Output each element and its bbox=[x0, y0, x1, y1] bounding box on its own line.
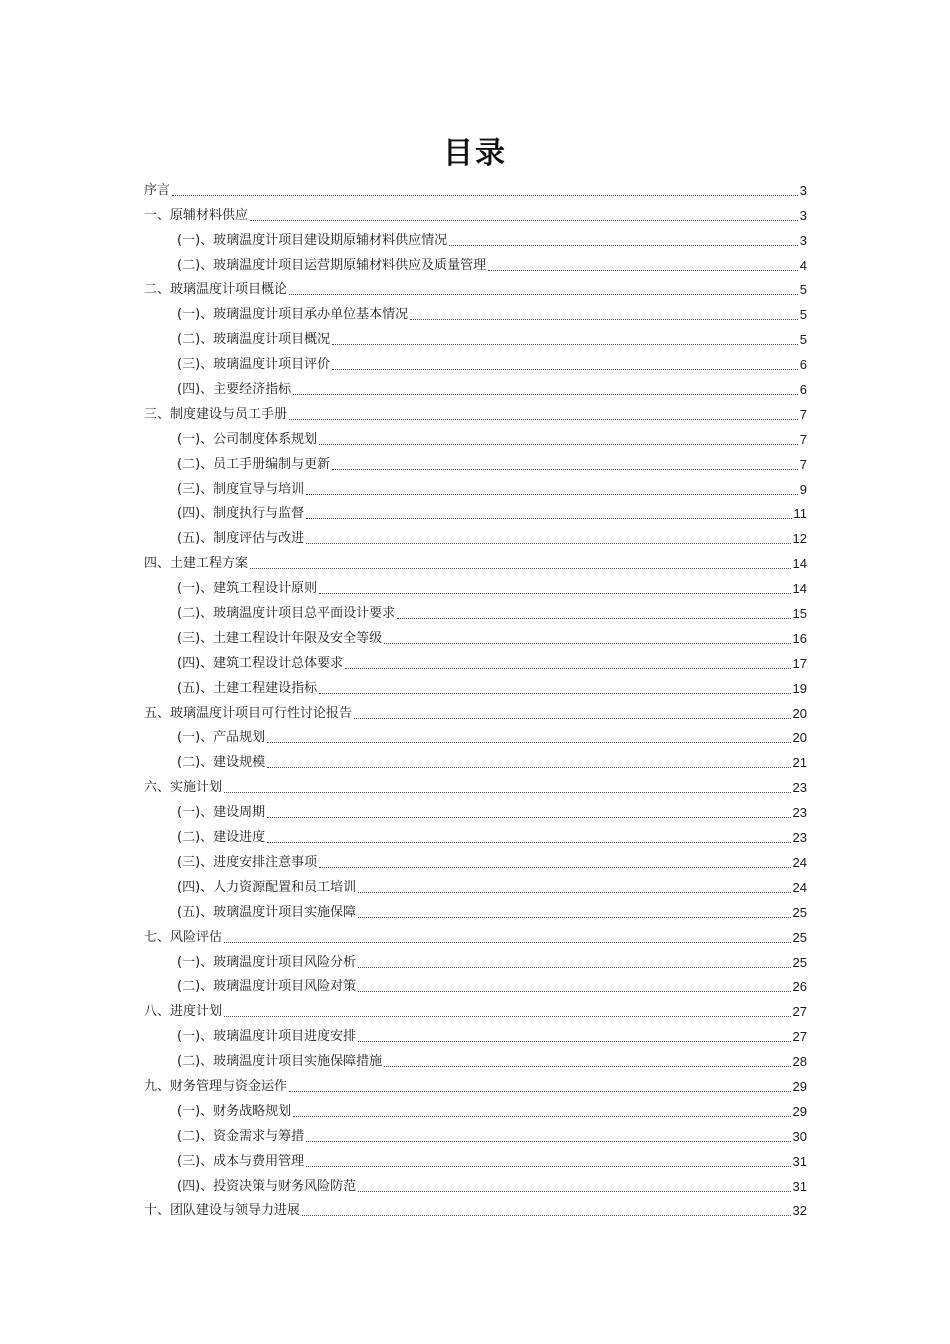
toc-dot-leader bbox=[250, 220, 798, 221]
toc-entry-text: 九、财务管理与资金运作 bbox=[144, 1078, 288, 1094]
toc-subentry[interactable] bbox=[144, 250, 807, 275]
toc-dot-leader bbox=[397, 618, 790, 619]
toc-page-number: 12 bbox=[792, 531, 807, 547]
toc-dot-leader bbox=[319, 593, 790, 594]
toc-dot-leader bbox=[267, 767, 790, 768]
toc-subentry[interactable] bbox=[144, 897, 807, 922]
toc-subentry[interactable] bbox=[144, 349, 807, 374]
toc-dot-leader bbox=[306, 518, 791, 519]
toc-page-number: 23 bbox=[792, 830, 807, 846]
toc-subentry[interactable] bbox=[144, 324, 807, 349]
toc-entry-text: (二)、玻璃温度计项目总平面设计要求 bbox=[177, 606, 396, 622]
toc-entry-text: (二)、建设规模 bbox=[177, 755, 266, 771]
toc-dot-leader bbox=[306, 1141, 790, 1142]
toc-dot-leader bbox=[224, 1016, 791, 1017]
toc-page-number: 19 bbox=[792, 680, 807, 696]
toc-dot-leader bbox=[319, 444, 798, 445]
toc-page-number: 20 bbox=[792, 705, 807, 721]
toc-subentry[interactable] bbox=[144, 648, 807, 673]
toc-dot-leader bbox=[332, 369, 798, 370]
toc-entry-text: (一)、财务战略规划 bbox=[177, 1103, 292, 1119]
toc-entry-text: (二)、玻璃温度计项目风险对策 bbox=[177, 979, 357, 995]
toc-page-number: 21 bbox=[792, 755, 807, 771]
toc-entry-text: 六、实施计划 bbox=[144, 780, 223, 796]
toc-page-number: 3 bbox=[799, 182, 807, 198]
toc-entry-text: (四)、主要经济指标 bbox=[177, 382, 292, 398]
toc-entry[interactable] bbox=[144, 772, 807, 797]
toc-subentry[interactable] bbox=[144, 374, 807, 399]
toc-dot-leader bbox=[302, 1215, 791, 1216]
toc-subentry[interactable] bbox=[144, 623, 807, 648]
toc-page-number: 23 bbox=[792, 780, 807, 796]
toc-dot-leader bbox=[306, 543, 790, 544]
toc-dot-leader bbox=[345, 668, 790, 669]
toc-entry-text: (二)、资金需求与筹措 bbox=[177, 1128, 305, 1144]
toc-dot-leader bbox=[267, 842, 790, 843]
toc-page-number: 24 bbox=[792, 879, 807, 895]
toc-dot-leader bbox=[358, 892, 790, 893]
toc-entry-text: (一)、公司制度体系规划 bbox=[177, 431, 318, 447]
toc-dot-leader bbox=[332, 469, 798, 470]
toc-subentry[interactable] bbox=[144, 299, 807, 324]
toc-dot-leader bbox=[488, 270, 798, 271]
toc-page-number: 5 bbox=[799, 307, 807, 323]
toc-subentry[interactable] bbox=[144, 847, 807, 872]
toc-entry-text: 七、风险评估 bbox=[144, 929, 223, 945]
toc-page-number: 27 bbox=[792, 1004, 807, 1020]
toc-subentry[interactable] bbox=[144, 1021, 807, 1046]
toc-entry-text: (一)、玻璃温度计项目承办单位基本情况 bbox=[177, 307, 409, 323]
toc-subentry[interactable] bbox=[144, 673, 807, 698]
toc-subentry[interactable] bbox=[144, 573, 807, 598]
toc-dot-leader bbox=[289, 294, 798, 295]
toc-page-number: 20 bbox=[792, 730, 807, 746]
toc-entry[interactable] bbox=[144, 698, 807, 723]
toc-entry-text: 序言 bbox=[144, 182, 171, 198]
toc-entry-text: (二)、玻璃温度计项目概况 bbox=[177, 332, 331, 348]
toc-list bbox=[144, 175, 807, 1220]
toc-page-number: 5 bbox=[799, 282, 807, 298]
toc-subentry[interactable] bbox=[144, 449, 807, 474]
toc-entry-text: (一)、产品规划 bbox=[177, 730, 266, 746]
toc-entry-text: 五、玻璃温度计项目可行性讨论报告 bbox=[144, 705, 353, 721]
toc-dot-leader bbox=[267, 817, 790, 818]
toc-page-number: 11 bbox=[793, 506, 807, 522]
toc-page-number: 23 bbox=[792, 805, 807, 821]
toc-entry-text: (二)、玻璃温度计项目运营期原辅材料供应及质量管理 bbox=[177, 257, 487, 273]
toc-entry-text: (三)、成本与费用管理 bbox=[177, 1153, 305, 1169]
toc-entry-text: (五)、土建工程建设指标 bbox=[177, 680, 318, 696]
toc-subentry[interactable] bbox=[144, 1046, 807, 1071]
toc-page-number: 25 bbox=[792, 904, 807, 920]
toc-subentry[interactable] bbox=[144, 872, 807, 897]
toc-page-number: 17 bbox=[792, 655, 807, 671]
toc-page-number: 7 bbox=[799, 456, 807, 472]
toc-entry-text: (三)、玻璃温度计项目评价 bbox=[177, 357, 331, 373]
toc-subentry[interactable] bbox=[144, 523, 807, 548]
toc-subentry[interactable] bbox=[144, 474, 807, 499]
toc-page-number: 15 bbox=[792, 606, 807, 622]
toc-page-number: 26 bbox=[792, 979, 807, 995]
toc-dot-leader bbox=[354, 718, 791, 719]
toc-entry-text: (二)、建设进度 bbox=[177, 830, 266, 846]
toc-page-number: 30 bbox=[792, 1128, 807, 1144]
toc-title: 目录 bbox=[443, 136, 507, 171]
toc-page-number: 16 bbox=[792, 630, 807, 646]
toc-page-number: 31 bbox=[792, 1153, 807, 1169]
toc-dot-leader bbox=[306, 1166, 790, 1167]
toc-page-number: 28 bbox=[792, 1054, 807, 1070]
toc-entry-text: (三)、制度宣导与培训 bbox=[177, 481, 305, 497]
toc-dot-leader bbox=[319, 867, 790, 868]
toc-dot-leader bbox=[358, 991, 790, 992]
toc-entry-text: (一)、玻璃温度计项目风险分析 bbox=[177, 954, 357, 970]
toc-subentry[interactable] bbox=[144, 1171, 807, 1196]
toc-entry-text: 一、原辅材料供应 bbox=[144, 207, 249, 223]
toc-page-number: 6 bbox=[799, 357, 807, 373]
toc-subentry[interactable] bbox=[144, 947, 807, 972]
toc-entry-text: 二、玻璃温度计项目概论 bbox=[144, 282, 288, 298]
toc-page-number: 14 bbox=[792, 581, 807, 597]
toc-dot-leader bbox=[172, 195, 798, 196]
toc-entry-text: (三)、进度安排注意事项 bbox=[177, 854, 318, 870]
toc-dot-leader bbox=[319, 693, 790, 694]
toc-entry-text: 三、制度建设与员工手册 bbox=[144, 406, 288, 422]
toc-entry-text: (四)、建筑工程设计总体要求 bbox=[177, 655, 344, 671]
toc-entry-text: (四)、人力资源配置和员工培训 bbox=[177, 879, 357, 895]
toc-dot-leader bbox=[410, 319, 798, 320]
toc-subentry[interactable] bbox=[144, 598, 807, 623]
toc-subentry[interactable] bbox=[144, 499, 807, 524]
toc-dot-leader bbox=[224, 942, 791, 943]
toc-subentry[interactable] bbox=[144, 1121, 807, 1146]
toc-page-number: 25 bbox=[792, 929, 807, 945]
toc-entry-text: (四)、制度执行与监督 bbox=[177, 506, 305, 522]
toc-subentry[interactable] bbox=[144, 822, 807, 847]
toc-subentry[interactable] bbox=[144, 1146, 807, 1171]
toc-entry[interactable] bbox=[144, 922, 807, 947]
toc-dot-leader bbox=[358, 1191, 790, 1192]
toc-page-number: 24 bbox=[792, 854, 807, 870]
toc-page-number: 27 bbox=[792, 1029, 807, 1045]
toc-dot-leader bbox=[293, 1116, 790, 1117]
toc-page-number: 25 bbox=[792, 954, 807, 970]
toc-entry[interactable] bbox=[144, 996, 807, 1021]
toc-entry[interactable] bbox=[144, 548, 807, 573]
toc-dot-leader bbox=[224, 792, 791, 793]
toc-subentry[interactable] bbox=[144, 225, 807, 250]
toc-dot-leader bbox=[358, 917, 790, 918]
toc-entry-text: 四、土建工程方案 bbox=[144, 556, 249, 572]
toc-page-number: 4 bbox=[799, 257, 807, 273]
toc-dot-leader bbox=[384, 643, 790, 644]
toc-entry-text: (一)、建筑工程设计原则 bbox=[177, 581, 318, 597]
toc-entry[interactable] bbox=[144, 175, 807, 200]
toc-page-number: 32 bbox=[792, 1203, 807, 1219]
toc-subentry[interactable] bbox=[144, 972, 807, 997]
toc-dot-leader bbox=[358, 967, 790, 968]
toc-subentry[interactable] bbox=[144, 723, 807, 748]
toc-entry-text: (一)、玻璃温度计项目建设期原辅材料供应情况 bbox=[177, 232, 448, 248]
toc-entry-text: (五)、制度评估与改进 bbox=[177, 531, 305, 547]
toc-page-number: 29 bbox=[792, 1103, 807, 1119]
toc-entry-text: (四)、投资决策与财务风险防范 bbox=[177, 1178, 357, 1194]
toc-entry[interactable] bbox=[144, 275, 807, 300]
toc-dot-leader bbox=[449, 245, 798, 246]
toc-entry-text: (五)、玻璃温度计项目实施保障 bbox=[177, 904, 357, 920]
toc-page-number: 5 bbox=[799, 332, 807, 348]
toc-entry[interactable] bbox=[144, 1071, 807, 1096]
toc-page-number: 7 bbox=[799, 431, 807, 447]
toc-entry-text: 八、进度计划 bbox=[144, 1004, 223, 1020]
toc-dot-leader bbox=[293, 394, 798, 395]
toc-page-number: 3 bbox=[799, 207, 807, 223]
toc-entry[interactable] bbox=[144, 200, 807, 225]
toc-page-number: 6 bbox=[799, 382, 807, 398]
toc-dot-leader bbox=[250, 568, 791, 569]
toc-entry[interactable] bbox=[144, 399, 807, 424]
toc-page-number: 7 bbox=[799, 406, 807, 422]
toc-subentry[interactable] bbox=[144, 747, 807, 772]
toc-subentry[interactable] bbox=[144, 424, 807, 449]
toc-page-number: 29 bbox=[792, 1078, 807, 1094]
toc-dot-leader bbox=[384, 1066, 790, 1067]
toc-entry-text: 十、团队建设与领导力进展 bbox=[144, 1203, 301, 1219]
toc-dot-leader bbox=[332, 344, 798, 345]
toc-dot-leader bbox=[358, 1041, 790, 1042]
toc-subentry[interactable] bbox=[144, 797, 807, 822]
toc-entry-text: (一)、玻璃温度计项目进度安排 bbox=[177, 1029, 357, 1045]
toc-page-number: 31 bbox=[792, 1178, 807, 1194]
toc-dot-leader bbox=[306, 494, 798, 495]
toc-subentry[interactable] bbox=[144, 1096, 807, 1121]
toc-page-number: 14 bbox=[792, 556, 807, 572]
toc-dot-leader bbox=[289, 1091, 791, 1092]
toc-entry[interactable] bbox=[144, 1196, 807, 1221]
toc-dot-leader bbox=[267, 742, 790, 743]
toc-entry-text: (二)、员工手册编制与更新 bbox=[177, 456, 331, 472]
toc-page-number: 9 bbox=[799, 481, 807, 497]
toc-dot-leader bbox=[289, 419, 798, 420]
toc-page-number: 3 bbox=[799, 232, 807, 248]
toc-entry-text: (二)、玻璃温度计项目实施保障措施 bbox=[177, 1054, 383, 1070]
toc-entry-text: (一)、建设周期 bbox=[177, 805, 266, 821]
toc-entry-text: (三)、土建工程设计年限及安全等级 bbox=[177, 630, 383, 646]
